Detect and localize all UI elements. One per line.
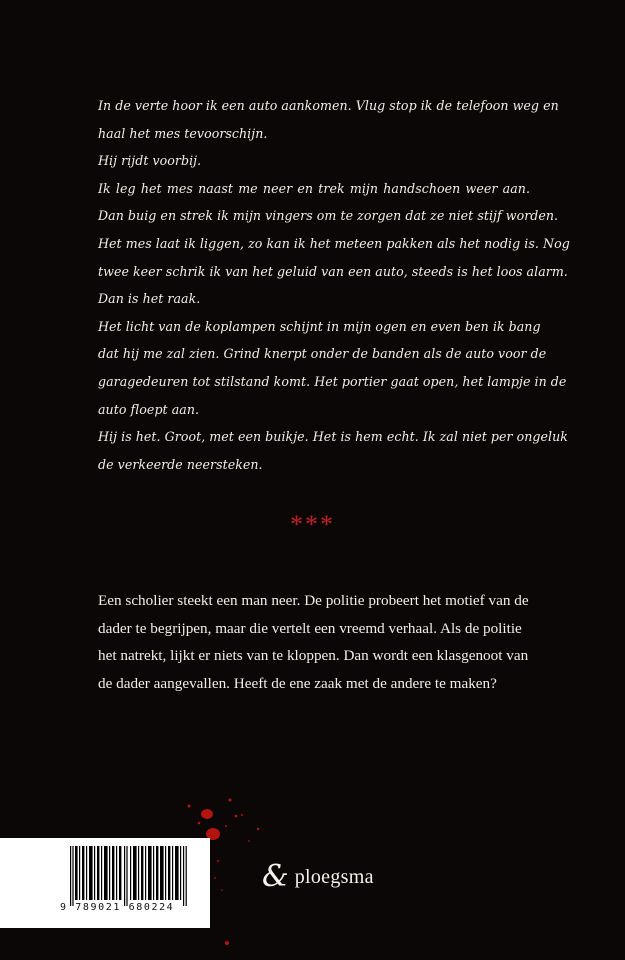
excerpt-line: Hij is het. Groot, met een buikje. Het is hem echt. Ik zal niet per ongeluk	[98, 429, 568, 445]
barcode-label	[0, 838, 210, 928]
excerpt-line: In de verte hoor ik een auto aankomen. Vlug stop ik de telefoon weg en	[98, 98, 559, 113]
blurb-line: de dader aangevallen. Heeft de ene zaak met de andere te maken?	[98, 674, 497, 692]
excerpt-line: Ik leg het mes naast me neer en trek mijn handschoen weer aan.	[98, 180, 530, 196]
publisher-name: ploegsma	[294, 865, 374, 888]
publisher-logo-icon: &	[262, 859, 289, 894]
isbn-number: 9 789021 680224	[60, 902, 175, 913]
publisher-logo	[262, 859, 374, 894]
barcode-icon	[70, 846, 188, 906]
excerpt-line: Dan buig en strek ik mijn vingers om te zorgen dat ze niet stijf worden.	[98, 208, 559, 224]
blurb-line: Een scholier steekt een man neer. De politie probeert het motief van de	[98, 592, 529, 609]
excerpt-line: Het licht van de koplampen schijnt in mijn ogen en even ben ik bang	[98, 318, 541, 334]
excerpt-text	[98, 92, 570, 478]
excerpt-line: Het mes laat ik liggen, zo kan ik het meteen pakken als het nodig is. Nog	[98, 235, 570, 251]
section-separator: ***	[290, 510, 335, 539]
excerpt-line: garagedeuren tot stilstand komt. Het portier gaat open, het lampje in de	[98, 373, 567, 389]
blurb-text	[98, 587, 538, 697]
excerpt-line: de verkeerde neersteken.	[98, 456, 263, 472]
blurb-line: het natrekt, lijkt er niets van te kloppen. Dan wordt een klasgenoot van	[98, 647, 529, 665]
excerpt-line: dat hij me zal zien. Grind knerpt onder de banden als de auto voor de	[98, 346, 547, 362]
blurb-line: dader te begrijpen, maar die vertelt een vreemd verhaal. Als de politie	[98, 619, 522, 637]
excerpt-line: Hij rijdt voorbij.	[98, 153, 202, 169]
excerpt-line: haal het mes tevoorschijn.	[98, 125, 268, 141]
excerpt-line: twee keer schrik ik van het geluid van een auto, steeds is het loos alarm.	[98, 263, 568, 279]
excerpt-line: auto floept aan.	[98, 401, 200, 417]
excerpt-line: Dan is het raak.	[98, 291, 201, 307]
